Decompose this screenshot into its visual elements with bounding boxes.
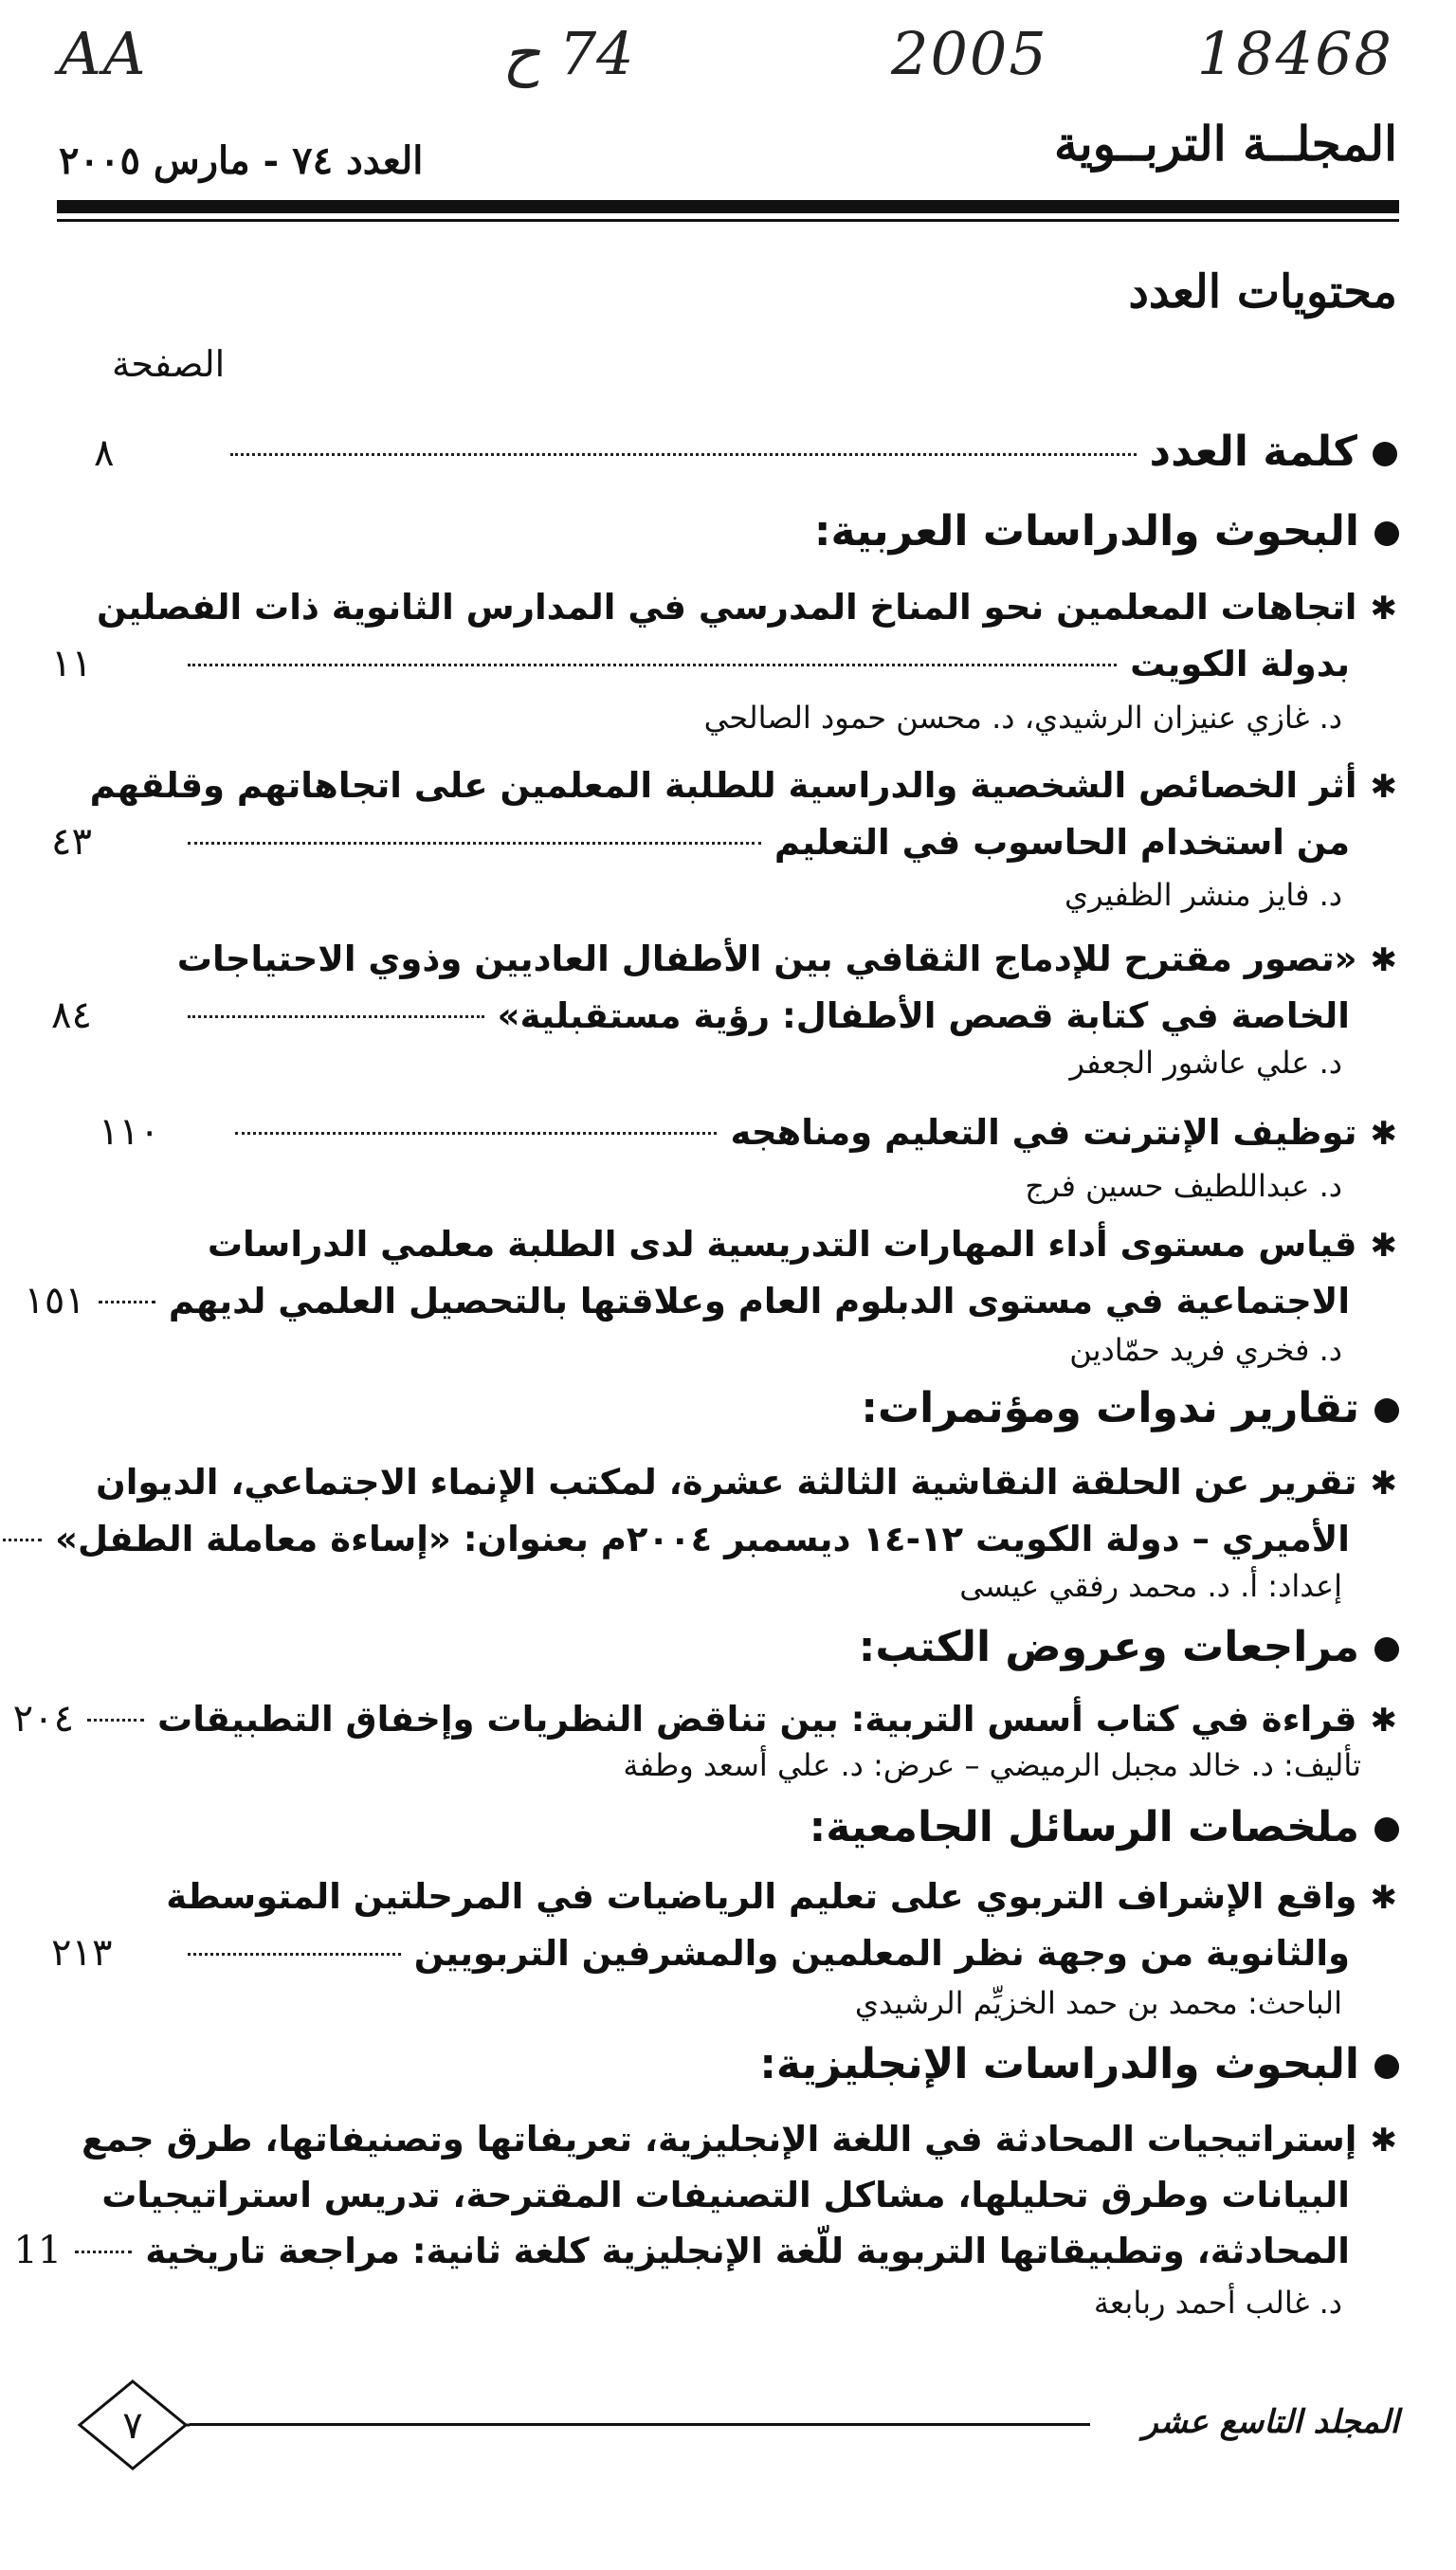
- toc-entry[interactable]: [51, 758, 1397, 870]
- asterisk-icon: ✱: [1370, 1227, 1397, 1265]
- dot-leader: [188, 842, 761, 845]
- page-number: ١١: [51, 642, 92, 685]
- handwritten-note-year: 2005: [891, 19, 1048, 88]
- entry-author: د. غازي عنيزان الرشيدي، د. محسن حمود الصالحي: [703, 700, 1342, 736]
- dot-leader: [230, 453, 1137, 456]
- bullet-icon: [1373, 442, 1397, 466]
- page-number: ٢٠٤: [12, 1697, 75, 1741]
- entry-author: د. فايز منشر الظفيري: [1065, 877, 1342, 913]
- entry-title-cont: من استخدام الحاسوب في التعليم: [774, 822, 1350, 863]
- toc-entry[interactable]: [12, 1691, 1397, 1748]
- entry-title-cont: والثانوية من وجهة نظر المعلمين والمشرفين التربويين: [413, 1933, 1350, 1974]
- toc-entry[interactable]: [51, 580, 1397, 692]
- entry-author: د. عبداللطيف حسين فرج: [1025, 1168, 1342, 1204]
- entry-title: أثر الخصائص الشخصية والدراسية للطلبة المعلمين على اتجاهاتهم وقلقهم: [89, 765, 1357, 806]
- entry-title-cont: الخاصة في كتابة قصص الأطفال: رؤية مستقبلية»: [497, 995, 1350, 1036]
- handwritten-note-left: AA: [59, 19, 148, 88]
- entry-title: واقع الإشراف التربوي على تعليم الرياضيات في المرحلتين المتوسطة: [166, 1876, 1357, 1917]
- toc-title: محتويات العدد: [1128, 265, 1397, 319]
- bullet-icon: [1374, 1817, 1399, 1842]
- entry-title: اتجاهات المعلمين نحو المناخ المدرسي في المدارس الثانوية ذات الفصلين: [96, 587, 1357, 628]
- asterisk-icon: ✱: [1370, 1702, 1397, 1740]
- asterisk-icon: ✱: [1370, 1465, 1397, 1503]
- section-arabic-research: البحوث والدراسات العربية:: [814, 507, 1399, 556]
- page-number: ٤٣: [51, 820, 92, 864]
- dot-leader: [75, 2251, 132, 2253]
- handwritten-note-right: 18468: [1196, 19, 1393, 88]
- entry-title-cont: المحادثة، وتطبيقاتها التربوية للّغة الإنجليزية كلغة ثانية: مراجعة تاريخية: [145, 2231, 1350, 2271]
- asterisk-icon: ✱: [1370, 2122, 1397, 2160]
- asterisk-icon: ✱: [1370, 768, 1397, 806]
- dot-leader: [188, 1015, 484, 1018]
- section-title: كلمة العدد: [1149, 428, 1357, 476]
- entry-title: إستراتيجيات المحادثة في اللغة الإنجليزية، تعريفاتها وتصنيفاتها، طرق جمع: [81, 2119, 1357, 2160]
- toc-entry[interactable]: [13, 2112, 1397, 2279]
- toc-entry[interactable]: [55, 1455, 1397, 1567]
- dot-leader: [99, 1301, 155, 1303]
- entry-author: د. غالب أحمد ربابعة: [1093, 2285, 1342, 2321]
- dot-leader: [87, 1719, 144, 1722]
- bullet-icon: [1374, 1398, 1399, 1423]
- toc-entry[interactable]: [70, 1104, 1397, 1161]
- page-number: ١٥١: [24, 1279, 85, 1322]
- asterisk-icon: ✱: [1370, 1115, 1397, 1153]
- entry-author: تأليف: د. خالد مجبل الرميضي – عرض: د. علي أسعد وطفة: [623, 1747, 1361, 1783]
- journal-name: المجلــة التربــوية: [1054, 116, 1397, 172]
- entry-title: قياس مستوى أداء المهارات التدريسية لدى الطلبة معلمي الدراسات: [207, 1224, 1357, 1265]
- footer-rule: [190, 2423, 1090, 2426]
- dot-leader: [188, 664, 1117, 666]
- page-number: ٨٤: [51, 993, 92, 1037]
- entry-author: د. فخري فريد حمّادين: [1069, 1332, 1342, 1368]
- entry-title-cont: البيانات وطرق تحليلها، مشاكل التصنيفات المقترحة، تدريس استراتيجيات: [101, 2175, 1350, 2215]
- header-rule-thin: [57, 219, 1399, 222]
- asterisk-icon: ✱: [1370, 1879, 1397, 1917]
- entry-title-cont: الاجتماعية في مستوى الدبلوم العام وعلاقتها بالتحصيل العلمي لديهم: [168, 1281, 1350, 1321]
- toc-entry[interactable]: [51, 932, 1397, 1044]
- section-english-research: البحوث والدراسات الإنجليزية:: [759, 2040, 1399, 2088]
- section-editorial[interactable]: [65, 425, 1397, 481]
- dot-leader: [235, 1132, 717, 1135]
- dot-leader: [188, 1953, 401, 1956]
- handwritten-note-issue: 74 ح: [502, 19, 634, 88]
- section-theses: ملخصات الرسائل الجامعية:: [810, 1803, 1399, 1851]
- page-number-diamond-icon: [76, 2378, 190, 2472]
- page-number: ٢١٣: [51, 1931, 113, 1975]
- asterisk-icon: ✱: [1370, 941, 1397, 979]
- toc-entry[interactable]: [51, 1869, 1397, 1981]
- toc-entry[interactable]: [24, 1217, 1397, 1329]
- dot-leader: [0, 1539, 42, 1541]
- page-number: ٨: [94, 431, 115, 475]
- header-rule-thick: [57, 200, 1399, 213]
- bullet-icon: [1374, 1637, 1399, 1662]
- entry-author: الباحث: محمد بن حمد الخزيِّم الرشيدي: [854, 1985, 1342, 2021]
- bullet-icon: [1374, 2054, 1399, 2079]
- entry-title: قراءة في كتاب أسس التربية: بين تناقض النظريات وإخفاق التطبيقات: [157, 1699, 1357, 1740]
- entry-author: د. علي عاشور الجعفر: [1069, 1045, 1342, 1081]
- bullet-icon: [1374, 521, 1399, 546]
- page-number: ١١٠: [99, 1110, 160, 1154]
- entry-title-cont: بدولة الكويت: [1130, 644, 1350, 684]
- asterisk-icon: ✱: [1370, 590, 1397, 628]
- page-number: 11: [13, 2229, 63, 2272]
- entry-title: تقرير عن الحلقة النقاشية الثالثة عشرة، لمكتب الإنماء الاجتماعي، الديوان: [96, 1462, 1357, 1503]
- issue-info: العدد ٧٤ - مارس ٢٠٠٥: [59, 138, 424, 183]
- entry-title: «تصور مقترح للإدماج الثقافي بين الأطفال العاديين وذوي الاحتياجات: [176, 939, 1357, 979]
- entry-title-cont: الأميري – دولة الكويت ١٢-١٤ ديسمبر ٢٠٠٤م بعنوان: «إساءة معاملة الطفل»: [55, 1519, 1350, 1559]
- section-book-reviews: مراجعات وعروض الكتب:: [859, 1623, 1399, 1671]
- entry-author: إعداد: أ. د. محمد رفقي عيسى: [959, 1568, 1342, 1604]
- section-reports: تقارير ندوات ومؤتمرات:: [861, 1384, 1399, 1432]
- footer-page-number: ٧: [122, 2404, 143, 2448]
- page-column-label: الصفحة: [112, 343, 226, 385]
- volume-label: المجلد التاسع عشر: [1142, 2403, 1399, 2441]
- entry-title: توظيف الإنترنت في التعليم ومناهجه: [730, 1112, 1357, 1153]
